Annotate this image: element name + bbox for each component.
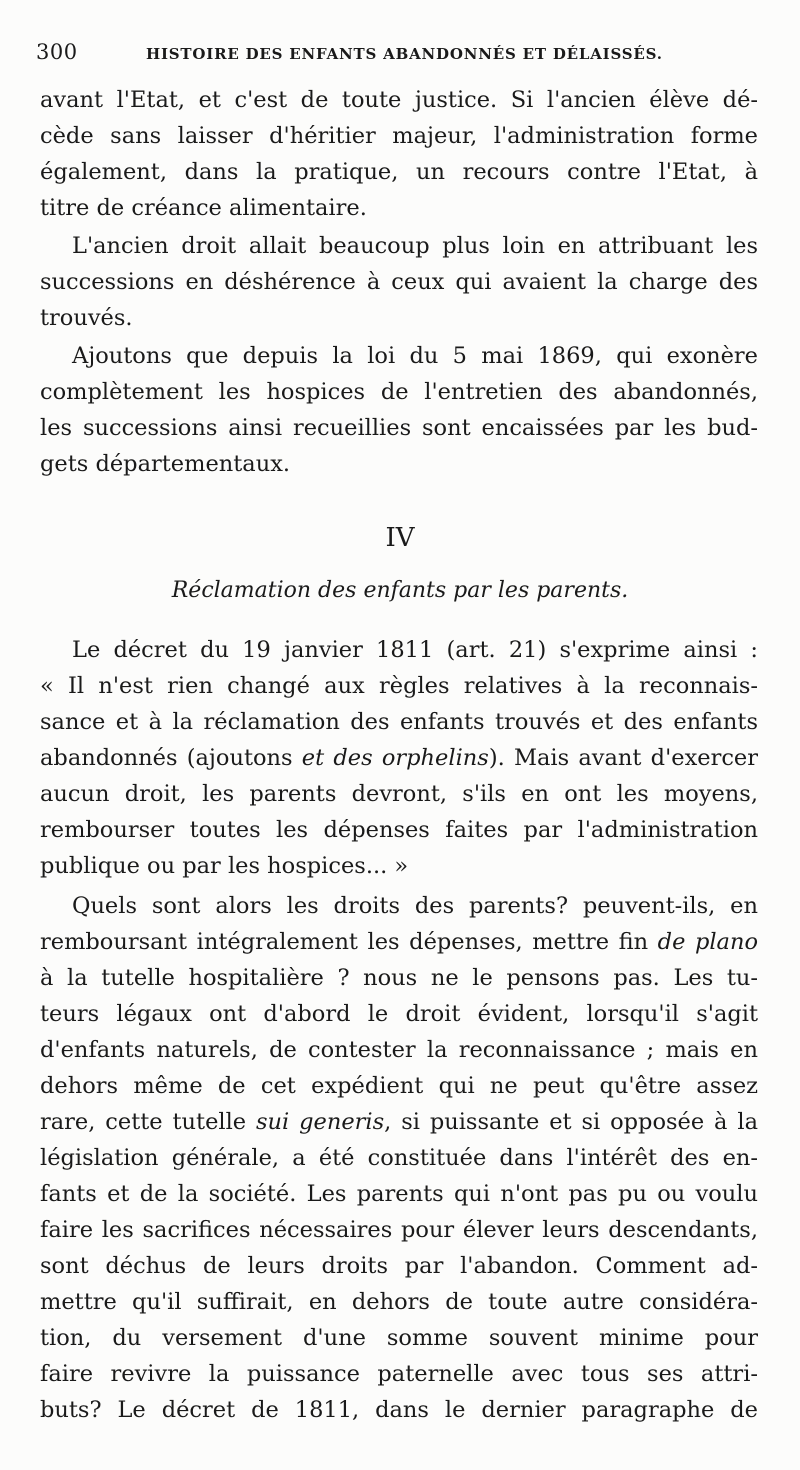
text-line: législation générale, a été constituée dans l'intérêt des en- — [40, 1145, 758, 1171]
text-line: trouvés. — [40, 305, 133, 331]
text-line — [40, 740, 758, 776]
text-line: complètement les hospices de l'entretien des abandonnés, — [40, 379, 758, 405]
running-header — [36, 40, 756, 74]
text-segment: rare, cette tutelle — [40, 1109, 256, 1135]
text-line: les successions ainsi recueillies sont encaissées par les bud- — [40, 415, 758, 441]
text-line: d'enfants naturels, de contester la reconnaissance ; mais en — [40, 1037, 758, 1063]
text-line: buts? Le décret de 1811, dans le dernier paragraphe de — [40, 1397, 758, 1423]
text-line: fants et de la société. Les parents qui n'ont pas pu ou voulu — [40, 1181, 758, 1207]
text-line — [40, 924, 758, 960]
text-line: titre de créance alimentaire. — [40, 195, 367, 221]
italic-text: sui generis — [256, 1109, 385, 1135]
text-line: à la tutelle hospitalière ? nous ne le pensons pas. Les tu- — [40, 965, 758, 991]
running-title: HISTOIRE DES ENFANTS ABANDONNÉS ET DÉLAISSÉS. — [146, 45, 663, 63]
text-line: avant l'Etat, et c'est de toute justice. Si l'ancien élève dé- — [40, 87, 758, 113]
italic-text: et des orphelins — [301, 745, 489, 771]
text-line: sont déchus de leurs droits par l'abandon. Comment ad- — [40, 1253, 758, 1279]
text-line: sance et à la réclamation des enfants trouvés et des enfants — [40, 709, 758, 735]
text-line: aucun droit, les parents devront, s'ils en ont les moyens, — [40, 781, 758, 807]
text-line — [40, 1104, 758, 1140]
text-line: « Il n'est rien changé aux règles relatives à la reconnais- — [40, 673, 758, 699]
text-segment: remboursant intégralement les dépenses, mettre fin — [40, 929, 658, 955]
text-segment: , si puissante et si opposée à la — [384, 1109, 758, 1135]
text-line: teurs légaux ont d'abord le droit évident, lorsqu'il s'agit — [40, 1001, 758, 1027]
text-line: faire revivre la puissance paternelle avec tous ses attri- — [40, 1361, 758, 1387]
text-segment: abandonnés (ajoutons — [40, 745, 302, 771]
text-line: rembourser toutes les dépenses faites par l'administration — [40, 817, 758, 843]
text-line: mettre qu'il suffirait, en dehors de toute autre considéra- — [40, 1289, 758, 1315]
text-line: faire les sacrifices nécessaires pour élever leurs descendants, — [40, 1217, 758, 1243]
section-title: Réclamation des enfants par les parents. — [171, 578, 629, 603]
text-line: Le décret du 19 janvier 1811 (art. 21) s'exprime ainsi : — [72, 637, 758, 663]
section-number: IV — [385, 523, 415, 553]
text-line: Ajoutons que depuis la loi du 5 mai 1869, qui exonère — [72, 343, 758, 369]
text-line: gets départementaux. — [40, 451, 291, 477]
page-number: 300 — [36, 40, 78, 64]
text-line: publique ou par les hospices... » — [40, 853, 409, 879]
text-line: également, dans la pratique, un recours contre l'Etat, à — [40, 159, 758, 185]
text-line: tion, du versement d'une somme souvent minime pour — [40, 1325, 758, 1351]
text-line: Quels sont alors les droits des parents? peuvent-ils, en — [72, 893, 758, 919]
text-line: dehors même de cet expédient qui ne peut qu'être assez — [40, 1073, 758, 1099]
text-segment: ). Mais avant d'exercer — [488, 745, 758, 771]
text-line: L'ancien droit allait beaucoup plus loin en attribuant les — [72, 233, 758, 259]
text-line: successions en déshérence à ceux qui avaient la charge des — [40, 269, 758, 295]
text-line: cède sans laisser d'héritier majeur, l'administration forme — [40, 123, 758, 149]
italic-text: de plano — [657, 929, 758, 955]
